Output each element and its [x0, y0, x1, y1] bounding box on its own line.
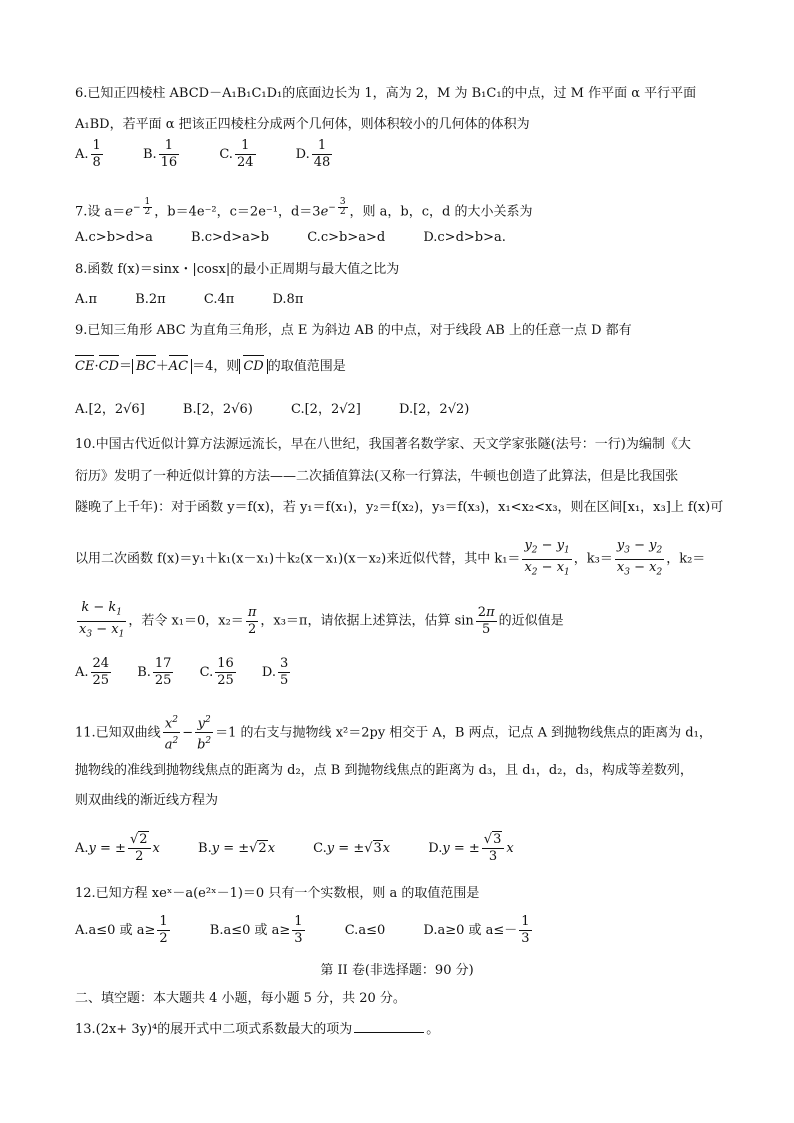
q10-line2: 衍历》发明了一种近似计算的方法——二次插值算法(又称一行算法，牛顿也创造了此算法，但是比我国张	[75, 469, 679, 484]
q7-options	[75, 229, 540, 247]
q9-line2: CE·CD＝ BC＋AC ＝4，则 CD 的取值范围是	[75, 359, 346, 374]
q7-option-d: D.c>d>b>a.	[423, 230, 506, 245]
q6-option-c: C. $\frac{1}{24}$	[219, 138, 254, 170]
q12-option-a: A.a≤0 或 a≥ $\frac{1}{2}$	[75, 914, 168, 946]
q11-option-b: B.y = ±√2x	[198, 841, 276, 856]
q6-line2: A₁BD，若平面 α 把该正四棱柱分成两个几何体，则体积较小的几何体的体积为	[75, 117, 530, 132]
q11-option-c: C.y = ±√3x	[313, 841, 391, 856]
q7-option-a: A.c>b>d>a	[75, 230, 153, 245]
q9-options	[75, 401, 503, 419]
q12-option-b: B.a≤0 或 a≥ $\frac{1}{3}$	[209, 914, 303, 946]
q8-stem: 8.函数 f(x)＝sinx・|cosx|的最小正周期与最大值之比为	[75, 262, 400, 277]
q9-line1: 9.已知三角形 ABC 为直角三角形，点 E 为斜边 AB 的中点，对于线段 AB 上的任意一点 D 都有	[75, 323, 632, 338]
q6-option-d: D. $\frac{1}{48}$	[295, 138, 331, 170]
q12-option-d: D.a≥0 或 a≤－ $\frac{1}{3}$	[423, 914, 530, 946]
q10-option-a: A. $\frac{24}{25}$	[75, 656, 110, 688]
q8-option-b: B.2π	[135, 292, 166, 307]
q11-option-d: D.y = ± $\frac{√3}{3}$ x	[428, 832, 514, 864]
q10-options	[75, 656, 312, 689]
q12-options	[75, 914, 568, 947]
q6-options	[75, 138, 368, 171]
q8-option-c: C.4π	[203, 292, 235, 307]
q9-option-a: A.[2，2√6]	[75, 402, 145, 417]
q11-line1: 11.已知双曲线 $\frac{x^2}{a^2}$ − $\frac{y^2}{b^2}$ ＝1 的右支与抛物线 x²＝2py 相交于 A，B 两点，记点 A 到抛物线焦点的距离为 d₁，	[75, 712, 712, 754]
q11-line3: 则双曲线的渐近线方程为	[75, 793, 219, 808]
q9-option-c: C.[2，2√2]	[290, 402, 361, 417]
q10-option-d: D. $\frac{3}{5}$	[261, 656, 289, 688]
q7-option-b: B.c>d>a>b	[191, 230, 270, 245]
q6-option-b: B. $\frac{1}{16}$	[142, 138, 178, 170]
q8-option-a: A.π	[75, 292, 98, 307]
q10-line3: 隧晚了上千年)：对于函数 y＝f(x)，若 y₁＝f(x₁)，y₂＝f(x₂)，y₃＝f(x₃)，x₁<x₂<x₃，则在区间[x₁，x₃]上 f(x)可	[75, 500, 724, 515]
q10-option-c: C. $\frac{16}{25}$	[199, 656, 234, 688]
q7-stem: 7.设 $a=e^{- \frac{1}{2}}$ ，b＝4e⁻²，c＝2e⁻¹，$d=3e^{- \frac{3}{2}}$ ，则 a，b，c，d 的大小关系为	[75, 197, 533, 220]
q11-options	[75, 832, 548, 865]
q9-option-d: D.[2，2√2)	[398, 402, 470, 417]
q13-stem: 13.(2x+ 3y)⁴的展开式中二项式系数最大的项为 。	[75, 1022, 440, 1037]
q10-line1: 10.中国古代近似计算方法源远流长，早在八世纪，我国著名数学家、天文学家张隧(法号：一行)为编制《大	[75, 437, 691, 452]
fill-in-heading: 二、填空题：本大题共 4 小题，每小题 5 分，共 20 分。	[75, 991, 406, 1006]
q9-option-b: B.[2，2√6)	[182, 402, 253, 417]
q12-option-c: C.a≤0	[344, 923, 386, 938]
q7-option-c: C.c>b>a>d	[307, 230, 386, 245]
q6-line1: 6.已知正四棱柱 ABCD－A₁B₁C₁D₁的底面边长为 1，高为 2，M 为 B₁C₁的中点，过 M 作平面 α 平行平面	[75, 86, 697, 101]
answer-blank	[354, 1032, 424, 1033]
q6-option-a: A. $\frac{1}{8}$	[75, 138, 101, 170]
q11-line2: 抛物线的准线到抛物线焦点的距离为 d₂，点 B 到抛物线焦点的距离为 d₃，且 d₁，d₂，d₃，构成等差数列，	[75, 763, 693, 778]
q10-line4: 以用二次函数 f(x)＝y₁＋k₁(x－x₁)＋k₂(x－x₁)(x－x₂)来近似代替，其中 k₁＝ $\frac{y_2 - y_1}{x_2 - x_1}$ ，k₃＝ $\frac{y_3 - y_2}{x_3 - x_2}$ ，k₂＝	[75, 538, 706, 578]
q11-option-a: A.y = ± $\frac{√2}{2}$ x	[75, 832, 160, 864]
q8-option-d: D.8π	[272, 292, 304, 307]
q10-option-b: B. $\frac{17}{25}$	[137, 656, 172, 688]
q12-stem: 12.已知方程 xeˣ－a(e²ˣ－1)＝0 只有一个实数根，则 a 的取值范围是	[75, 886, 480, 901]
section-title: 第 II 卷(非选择题：90 分)	[320, 963, 474, 978]
q10-line5: $\frac{k - k_1}{x_3 - x_1}$ ，若令 x₁＝0，x₂＝ $\frac{\pi}{2}$ ，x₃＝π，请依据上述算法，估算 sin $\frac{2\pi}{5}$ 的近似值是	[79, 600, 564, 640]
q8-options	[75, 291, 337, 309]
